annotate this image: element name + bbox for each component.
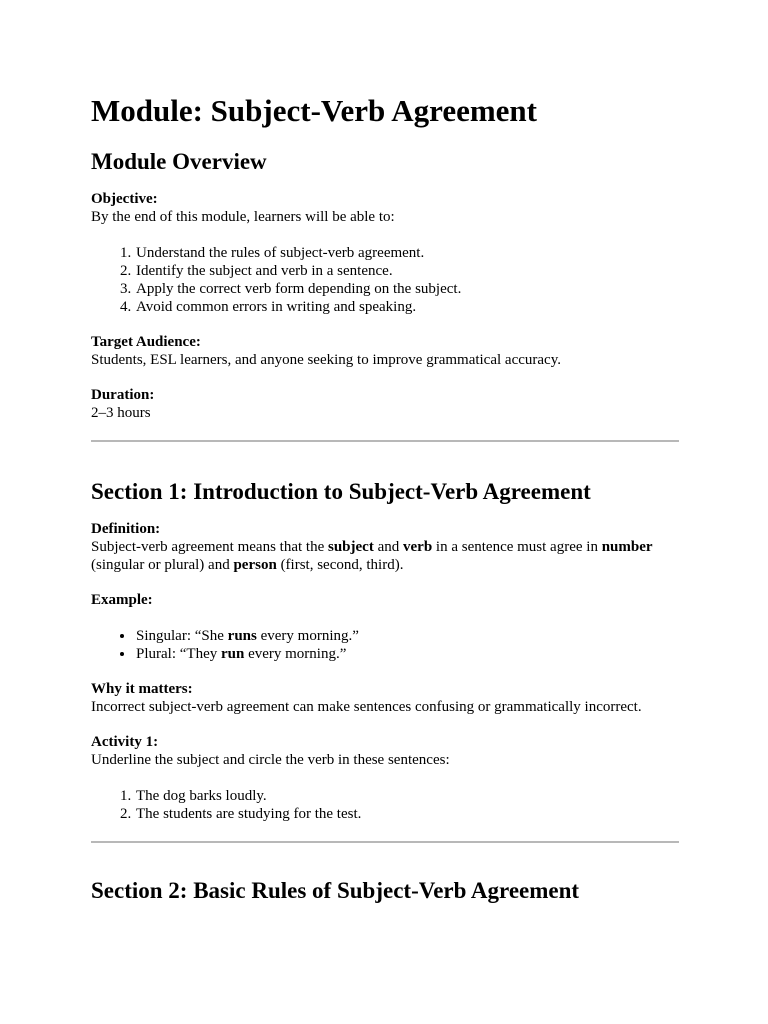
list-item: 4. Avoid common errors in writing and speaking. [135,298,679,316]
example-text: Singular: “She [136,628,228,644]
activity-list [91,787,679,823]
section2-heading: Section 2: Basic Rules of Subject-Verb Agreement [91,878,580,903]
definition-part: Subject-verb agreement means that the [91,539,328,555]
section-divider [91,440,679,442]
list-item [135,627,679,645]
duration-label: Duration: [91,387,155,403]
definition-part: (singular or plural) and [91,557,234,573]
definition-text [91,538,679,574]
example-text: every morning.” [256,628,359,644]
list-item: 2. The students are studying for the test. [135,805,679,823]
document-content [91,92,679,905]
list-item: 3. Apply the correct verb form depending on the subject. [135,280,679,298]
examples-list [91,627,679,663]
why-label: Why it matters: [91,681,193,697]
definition-label: Definition: [91,521,161,537]
why-text: Incorrect subject-verb agreement can make sentences confusing or grammatically incorrect. [91,699,642,715]
activity-label: Activity 1: [91,734,159,750]
example-text: every morning.” [244,646,347,662]
definition-term-person: person [233,557,277,573]
audience-label: Target Audience: [91,334,201,350]
definition-term-verb: verb [403,539,433,555]
definition-part: (first, second, third). [276,557,404,573]
definition-part: in a sentence must agree in [432,539,602,555]
definition-term-subject: subject [328,539,374,555]
module-title: Module: Subject-Verb Agreement [91,93,537,128]
list-item: 2. Identify the subject and verb in a sentence. [135,262,679,280]
list-item [135,645,679,663]
duration-text: 2–3 hours [91,405,151,421]
activity-intro: Underline the subject and circle the verb in these sentences: [91,752,450,768]
objective-label: Objective: [91,191,158,207]
list-item: 1. The dog barks loudly. [135,787,679,805]
objective-intro: By the end of this module, learners will be able to: [91,209,395,225]
definition-term-number: number [601,539,653,555]
objectives-list [91,244,679,316]
example-verb: run [220,646,245,662]
section-divider [91,841,679,843]
example-verb: runs [227,628,257,644]
audience-text: Students, ESL learners, and anyone seeking to improve grammatical accuracy. [91,352,561,368]
example-label: Example: [91,592,153,608]
overview-heading: Module Overview [91,149,267,174]
definition-part: and [373,539,403,555]
example-text: Plural: “They [136,646,221,662]
section1-heading: Section 1: Introduction to Subject-Verb Agreement [91,479,591,504]
list-item: 1. Understand the rules of subject-verb agreement. [135,244,679,262]
